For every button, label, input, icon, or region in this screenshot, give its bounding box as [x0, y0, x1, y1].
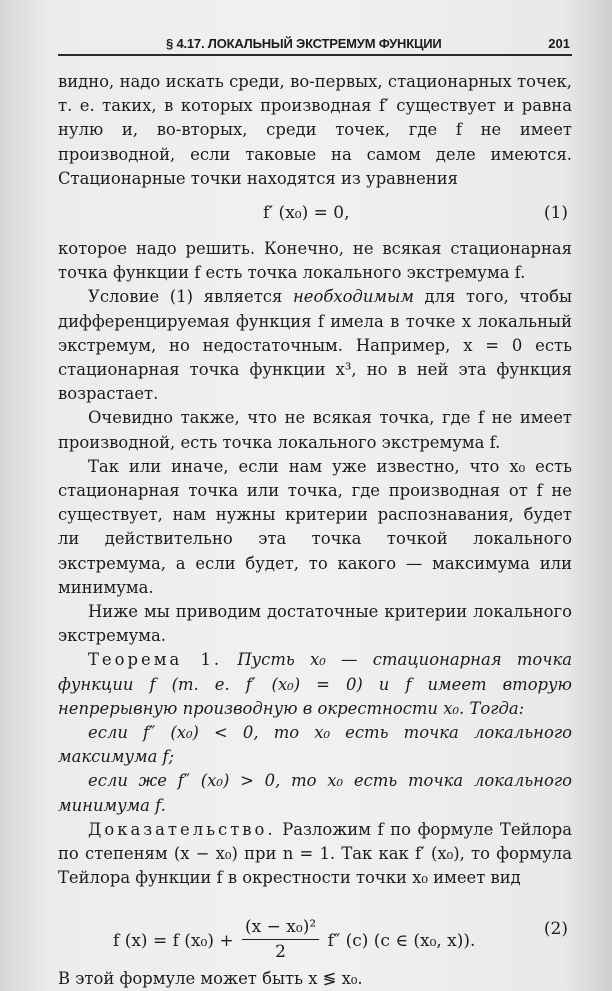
- page-body: [58, 70, 572, 991]
- section-title: § 4.17. ЛОКАЛЬНЫЙ ЭКСТРЕМУМ ФУНКЦИИ: [166, 36, 442, 51]
- emphasis-necessary: необходимым: [292, 287, 414, 307]
- fraction-numerator: (x − x₀)²: [242, 915, 319, 940]
- equation-2-right: f″ (c) (c ∈ (x₀, x)).: [327, 930, 476, 951]
- equation-2-fraction: [242, 915, 319, 964]
- equation-1-number: (1): [543, 203, 568, 224]
- equation-1-expression: f′ (x₀) = 0,: [263, 203, 350, 224]
- running-header: [58, 30, 572, 56]
- paragraph-1: видно, надо искать среди, во-первых, стационарных точек, т. е. таких, в которых производная f′ существует и равна нулю и, во-вторых, среди точек, где f не имеет производной, если таковые на самом деле имеются. Стационарные точки находятся из уравнения: [58, 72, 572, 188]
- theorem-case-2: [58, 769, 572, 817]
- proof-text: Разложим f по формуле Тейлора по степеням (x − x₀) при n = 1. Так как f′ (x₀), то формула Тейлора функции f в окрестности точки x₀ имеет вид: [58, 819, 572, 888]
- equation-2-number: (2): [543, 918, 568, 939]
- equation-2: [58, 891, 572, 967]
- fraction-denominator: 2: [275, 941, 286, 962]
- page-number: 201: [548, 36, 570, 51]
- proof: [58, 818, 572, 891]
- theorem-case-2-text: если же f″ (x₀) > 0, то x₀ есть точка локального минимума f.: [58, 771, 572, 815]
- paragraph-3-end: для того, чтобы дифференцируемая функция f имела в точке x локальный экстремум, но недостаточным. Например, x = 0 есть стационарная точка функции x³, но в ней эта функция возрастает.: [58, 287, 572, 404]
- equation-2-left: f (x) = f (x₀) +: [113, 930, 234, 951]
- proof-label: Доказательство.: [88, 819, 276, 839]
- paragraph-2: которое надо решить. Конечно, не всякая стационарная точка функции f есть точка локального экстремума f.: [58, 239, 572, 283]
- equation-1: [58, 191, 572, 237]
- theorem-case-1: [58, 721, 572, 769]
- paragraph-4: Очевидно также, что не всякая точка, где f не имеет производной, есть точка локального экстремума f.: [58, 408, 572, 452]
- paragraph-3-start: Условие (1) является: [88, 287, 293, 307]
- theorem-case-1-text: если f″ (x₀) < 0, то x₀ есть точка локального максимума f;: [58, 723, 572, 767]
- paragraph-5: Так или иначе, если нам уже известно, что x₀ есть стационарная точка или точка, где производная от f не существует, нам нужны критерии распознавания, будет ли действительно эта точка точкой локального экстремума, а если будет, то какого — максимума или минимума.: [58, 456, 572, 597]
- paragraph-3: [58, 285, 572, 406]
- theorem-label: Теорема 1.: [88, 650, 223, 670]
- paragraph-6: Ниже мы приводим достаточные критерии локального экстремума.: [58, 602, 572, 646]
- paragraph-7: В этой формуле может быть x ≶ x₀.: [58, 968, 363, 988]
- theorem-statement: Пусть x₀ — стационарная точка функции f (т. е. f′ (x₀) = 0) и f имеет вторую непрерывную производную в окрестности x₀. Тогда:: [58, 650, 573, 718]
- theorem-1: [58, 648, 572, 721]
- equation-2-expression: [113, 917, 475, 966]
